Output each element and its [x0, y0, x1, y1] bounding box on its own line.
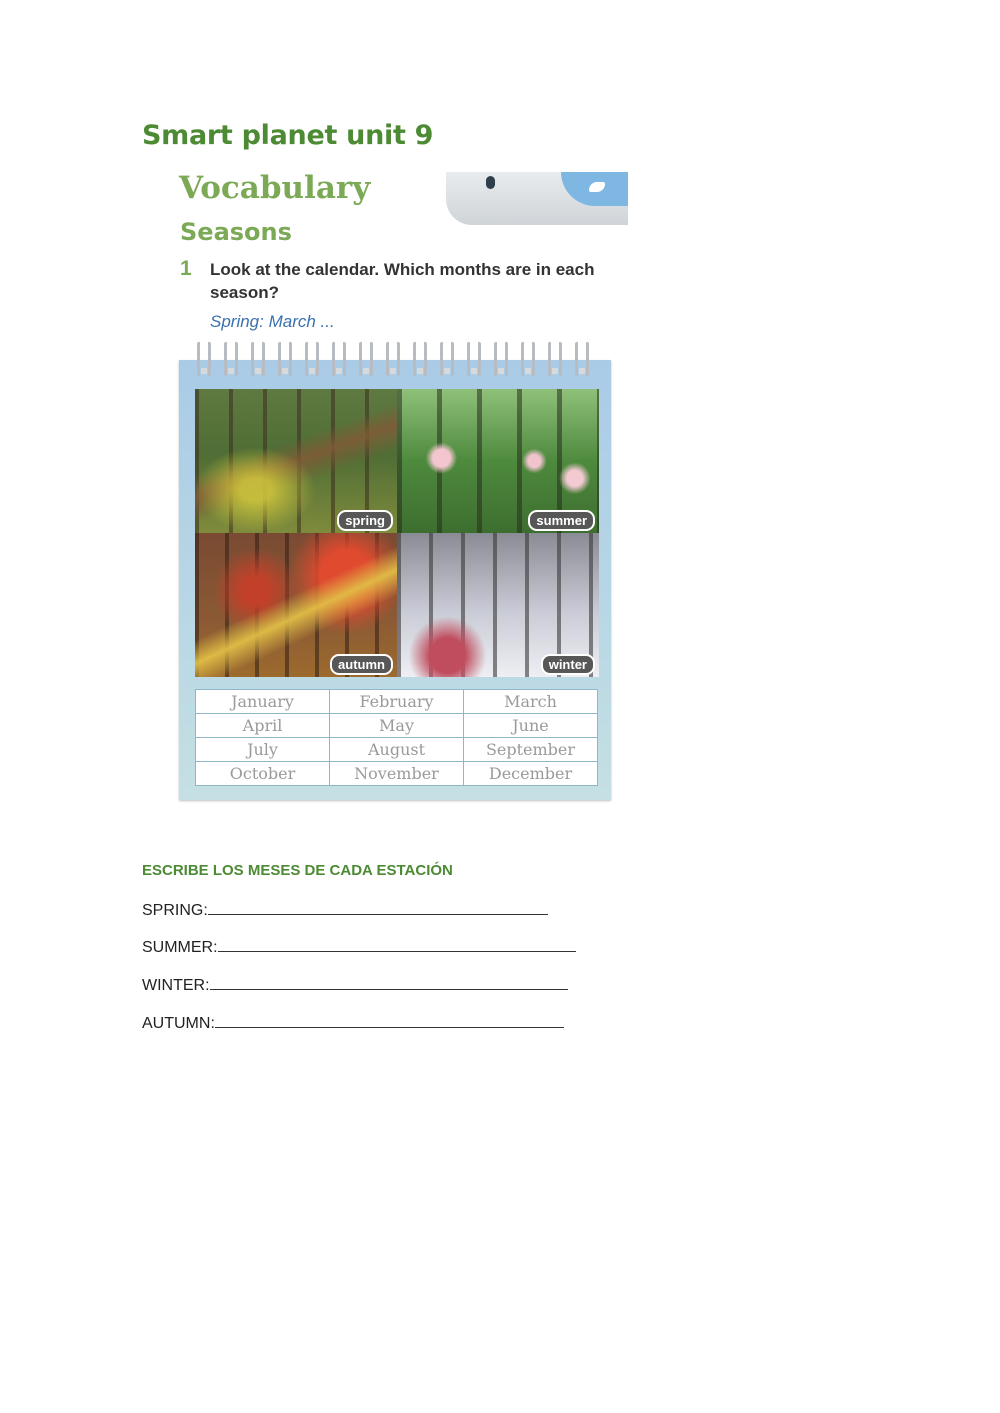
decorative-banner: [446, 172, 628, 225]
winter-answer-line: [142, 975, 568, 995]
ring-icon: [521, 342, 535, 376]
seasons-heading: Seasons: [180, 218, 292, 246]
vocabulary-heading: Vocabulary: [179, 170, 371, 206]
textbook-excerpt: [175, 170, 630, 805]
table-row: [196, 762, 598, 786]
autumn-answer-blank[interactable]: [215, 1013, 564, 1028]
season-calendar: [179, 360, 611, 800]
ring-icon: [548, 342, 562, 376]
spring-photo: [195, 389, 397, 533]
ring-icon: [440, 342, 454, 376]
winter-label: winter: [541, 654, 595, 675]
worksheet-heading: ESCRIBE LOS MESES DE CADA ESTACIÓN: [142, 862, 453, 879]
autumn-photo: [195, 533, 397, 677]
month-cell: May: [330, 714, 464, 738]
month-cell: March: [464, 690, 598, 714]
exercise-number: 1: [180, 257, 192, 280]
ring-icon: [467, 342, 481, 376]
month-cell: November: [330, 762, 464, 786]
ring-icon: [278, 342, 292, 376]
ring-icon: [413, 342, 427, 376]
month-cell: February: [330, 690, 464, 714]
winter-answer-label: WINTER:: [142, 977, 210, 994]
exercise-instruction: Look at the calendar. Which months are in each season?: [210, 260, 595, 302]
ring-icon: [251, 342, 265, 376]
months-table: [195, 689, 598, 786]
spring-label: spring: [337, 510, 393, 531]
table-row: [196, 738, 598, 762]
document-title: Smart planet unit 9: [142, 120, 434, 151]
month-cell: June: [464, 714, 598, 738]
table-row: [196, 714, 598, 738]
month-cell: August: [330, 738, 464, 762]
summer-label: summer: [528, 510, 595, 531]
autumn-label: autumn: [330, 654, 393, 675]
winter-answer-blank[interactable]: [210, 975, 568, 990]
summer-photo: [397, 389, 599, 533]
season-photos: [195, 389, 599, 678]
spring-answer-blank[interactable]: [208, 900, 548, 915]
ring-icon: [386, 342, 400, 376]
autumn-answer-line: [142, 1013, 564, 1033]
ring-icon: [575, 342, 589, 376]
month-cell: September: [464, 738, 598, 762]
spring-answer-line: [142, 900, 548, 920]
autumn-answer-label: AUTUMN:: [142, 1015, 215, 1032]
ring-icon: [197, 342, 211, 376]
ring-icon: [494, 342, 508, 376]
summer-answer-blank[interactable]: [218, 937, 576, 952]
month-cell: December: [464, 762, 598, 786]
spring-answer-label: SPRING:: [142, 902, 208, 919]
exercise-example: Spring: March ...: [210, 312, 335, 331]
ring-icon: [224, 342, 238, 376]
month-cell: January: [196, 690, 330, 714]
ring-icon: [332, 342, 346, 376]
month-cell: July: [196, 738, 330, 762]
summer-answer-label: SUMMER:: [142, 939, 218, 956]
dot-icon: [486, 176, 495, 189]
ring-icon: [359, 342, 373, 376]
ring-icon: [305, 342, 319, 376]
summer-answer-line: [142, 937, 576, 957]
winter-photo: [397, 533, 599, 677]
bird-icon: [561, 172, 628, 206]
month-cell: October: [196, 762, 330, 786]
table-row: [196, 690, 598, 714]
month-cell: April: [196, 714, 330, 738]
calendar-rings: [197, 342, 597, 376]
